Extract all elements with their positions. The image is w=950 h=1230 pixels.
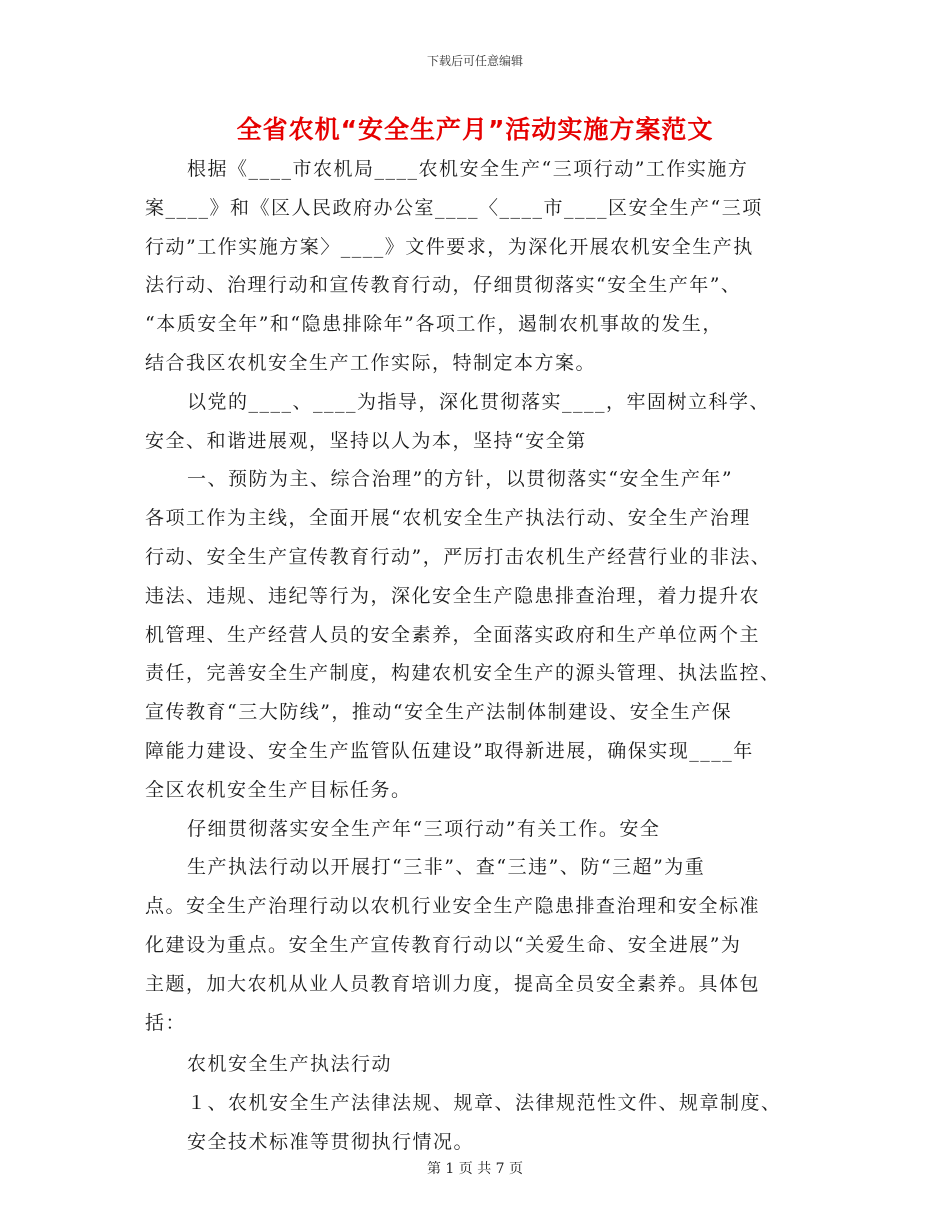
- paragraph-line: 结合我区农机安全生产工作实际，特制定本方案。: [145, 351, 597, 374]
- paragraph-line: 行动、安全生产宣传教育行动”，严厉打击农机生产经营行业的非法、: [145, 545, 772, 568]
- paragraph-line: １、农机安全生产法律法规、规章、法律规范性文件、规章制度、: [187, 1092, 782, 1115]
- paragraph-line: 一、预防为主、综合治理”的方针，以贯彻落实“安全生产年”: [187, 468, 734, 491]
- paragraph-line: 括：: [145, 1011, 187, 1034]
- header-note: 下载后可任意编辑: [426, 54, 523, 68]
- paragraph-line: 全区农机安全生产目标任务。: [145, 778, 412, 801]
- paragraph-line: 违法、违规、违纪等行为，深化安全生产隐患排查治理，着力提升农: [145, 584, 761, 607]
- paragraph-line: 仔细贯彻落实安全生产年“三项行动”有关工作。安全: [187, 817, 661, 840]
- paragraph-line: 宣传教育“三大防线”，推动“安全生产法制体制建设、安全生产保: [145, 701, 733, 724]
- paragraph-line: 主题，加大农机从业人员教育培训力度，提高全员安全素养。具体包: [145, 972, 761, 995]
- paragraph-line: 点。安全生产治理行动以农机行业安全生产隐患排查治理和安全标准: [145, 895, 761, 918]
- paragraph-line: 安全、和谐进展观，坚持以人为本，坚持“安全第: [145, 429, 587, 452]
- paragraph-line: 机管理、生产经营人员的安全素养，全面落实政府和生产单位两个主: [145, 623, 761, 646]
- page-number-footer: 第 1 页 共 7 页: [426, 1161, 524, 1177]
- document-body: [145, 150, 815, 1162]
- paragraph-line: 根据《____市农机局____农机安全生产“三项行动”工作实施方: [187, 158, 749, 180]
- paragraph-line: 化建设为重点。安全生产宣传教育行动以“关爱生命、安全进展”为: [145, 933, 742, 956]
- paragraph-line: 法行动、治理行动和宣传教育行动，仔细贯彻落实“安全生产年”、: [145, 274, 742, 297]
- paragraph-line: 责任，完善安全生产制度，构建农机安全生产的源头管理、执法监控、: [145, 662, 781, 685]
- paragraph-line: 障能力建设、安全生产监管队伍建设”取得新进展，确保实现____年: [145, 739, 754, 762]
- paragraph-line: “本质安全年”和“隐患排除年”各项工作，遏制农机事故的发生，: [145, 313, 723, 336]
- paragraph-line: 生产执法行动以开展打“三非”、查“三违”、防“三超”为重: [187, 856, 706, 879]
- paragraph-line: 案____》和《区人民政府办公室____〈____市____区安全生产“三项: [145, 196, 763, 219]
- paragraph-line: 安全技术标准等贯彻执行情况。: [187, 1130, 475, 1153]
- paragraph-line: 各项工作为主线，全面开展“农机安全生产执法行动、安全生产治理: [145, 507, 751, 530]
- paragraph-line: 行动”工作实施方案〉____》文件要求，为深化开展农机安全生产执: [145, 235, 754, 258]
- paragraph-line: 以党的____、____为指导，深化贯彻落实____，牢固树立科学、: [187, 390, 771, 413]
- section-heading: 农机安全生产执法行动: [187, 1053, 393, 1076]
- document-title: 全省农机“安全生产月”活动实施方案范文: [236, 115, 714, 144]
